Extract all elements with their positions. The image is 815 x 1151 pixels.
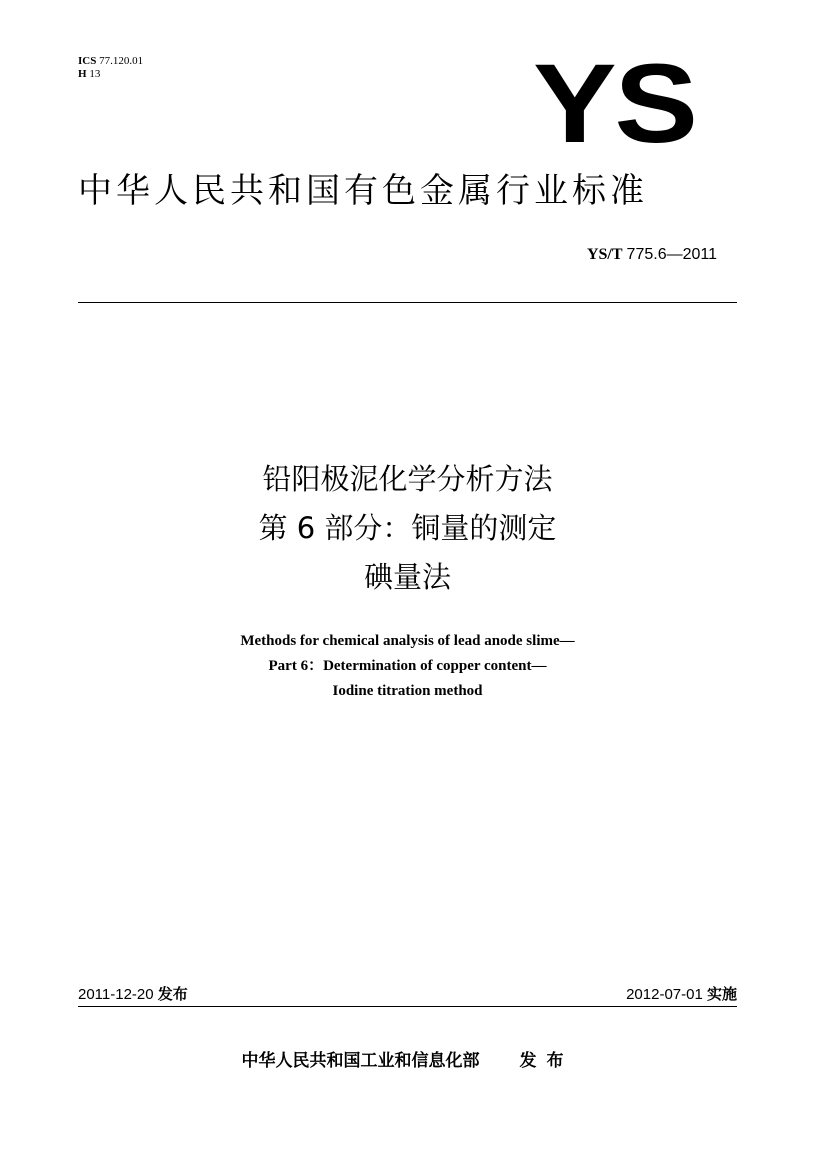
issuing-authority [0, 1046, 815, 1071]
implementation-date [626, 983, 737, 1004]
chinese-title-line-1: 铅阳极泥化学分析方法 [262, 462, 553, 496]
issuer-action: 发布 [519, 1051, 574, 1071]
standard-prefix: YS/T [586, 246, 623, 263]
chinese-title-line-2: 第 6 部分：铜量的测定 [258, 511, 557, 545]
ics-label: ICS [78, 55, 97, 67]
ccs-code-line [78, 68, 143, 81]
english-title-line-2: Part 6：Determination of copper content— [268, 658, 547, 674]
ccs-label: H [78, 68, 87, 80]
ics-code: 77.120.01 [99, 55, 144, 67]
bottom-divider [78, 1006, 737, 1007]
issue-date [78, 983, 188, 1004]
issue-date-value: 2011-12-20 [78, 986, 154, 1003]
implementation-label: 实施 [706, 985, 737, 1003]
top-divider [78, 302, 737, 303]
classification-codes [78, 55, 143, 81]
ics-code-line [78, 55, 143, 68]
english-title [0, 629, 815, 704]
english-title-line-1: Methods for chemical analysis of lead anode slime— [240, 633, 575, 649]
organization-title: 中华人民共和国有色金属行业标准 [78, 171, 648, 211]
implementation-date-value: 2012-07-01 [626, 986, 703, 1003]
english-title-line-3: Iodine titration method [332, 683, 483, 699]
issue-label: 发布 [157, 985, 188, 1003]
issuer-name: 中华人民共和国工业和信息化部 [241, 1051, 480, 1071]
ccs-code: 13 [89, 68, 101, 80]
standard-code: 775.6—2011 [626, 246, 717, 263]
chinese-title-line-3: 碘量法 [363, 560, 451, 594]
chinese-title [0, 455, 815, 602]
standard-number [587, 246, 717, 264]
ys-logo: YS [533, 41, 696, 166]
